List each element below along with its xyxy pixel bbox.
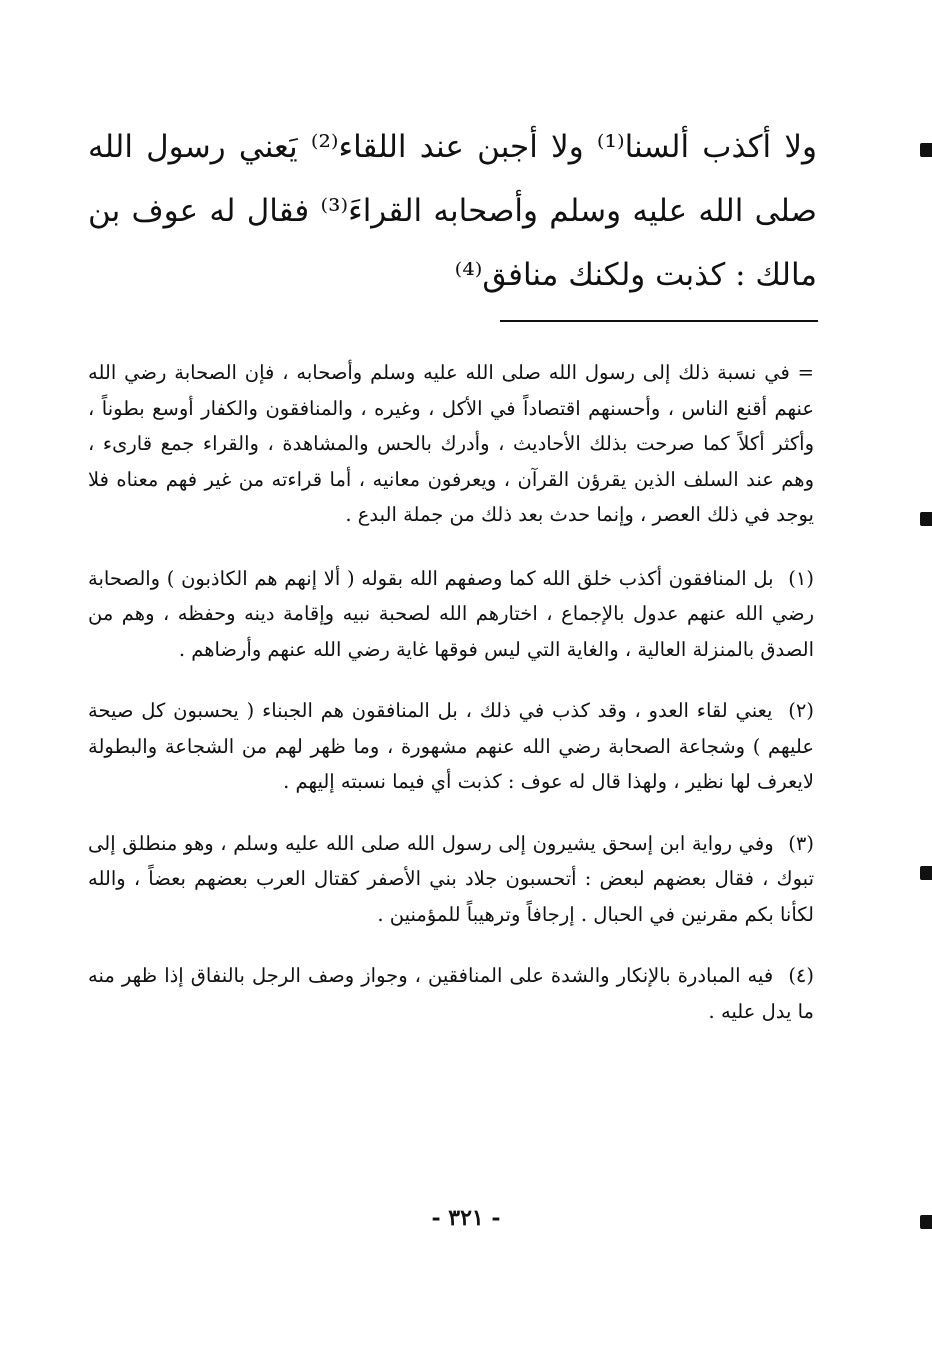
footnote-3 <box>88 826 814 933</box>
footnote-text: يعني لقاء العدو ، وقد كذب في ذلك ، بل المنافقون هم الجبناء ( يحسبون كل صيحة عليهم ) وشجاعة الصحابة رضي الله عنهم مشهورة ، وما ظهر لهم من الشجاعة والبطولة لايعرف لها نظير ، ولهذا قال له عوف : كذبت أي فيما نسبته إليهم . <box>88 699 814 793</box>
footnote-text: بل المنافقون أكذب خلق الله كما وصفهم الله بقوله ( ألا إنهم هم الكاذبون ) والصحابة رضي الله عنهم عدول بالإجماع ، اختارهم الله لصحبة نبيه وإقامة دينه وحفظه ، وهم من الصدق بالمنزلة العالية ، والغاية التي ليس فوقها غاية رضي الله عنهم وأرضاهم . <box>88 566 814 661</box>
main-text-block <box>88 115 817 307</box>
page-number: - ٣٢١ - <box>431 1205 501 1231</box>
footnote-number: (٢) <box>788 699 814 722</box>
footnotes-section <box>88 355 814 1055</box>
footnote-1 <box>88 561 814 668</box>
scan-edge-mark <box>920 512 932 526</box>
footnote-continuation: = في نسبة ذلك إلى رسول الله صلى الله عليه وسلم وأصحابه ، فإن الصحابة رضي الله عنهم أقنع الناس ، وأحسنهم اقتصاداً في الأكل ، وغيره ، والمنافقون والكفار أوسع بطوناً ، وأكثر أكلاً كما صرحت بذلك الأحاديث ، وأدرك بالحس والمشاهدة ، والقراء جمع قارىء ، وهم عند السلف الذين يقرؤن القرآن ، ويعرفون معانيه ، أما قراءته من غير فهم معناه فلا يوجد في ذلك العصر ، وإنما حدث بعد ذلك من جملة البدع . <box>88 361 814 526</box>
main-paragraph: ولا أكذب ألسنا⁽¹⁾ ولا أجبن عند اللقاء⁽²⁾ يَعني رسول الله صلى الله عليه وسلم وأصحابه القراءَ⁽³⁾ فقال له عوف بن مالك : كذبت ولكنك منافق⁽⁴⁾ <box>88 129 818 293</box>
footnote-2 <box>88 693 814 800</box>
footnote-text: فيه المبادرة بالإنكار والشدة على المنافقين ، وجواز وصف الرجل بالنفاق إذا ظهر منه ما يدل عليه . <box>88 964 814 1023</box>
scan-edge-mark <box>920 866 932 880</box>
footnote-number: (٣) <box>788 831 814 855</box>
scan-edge-mark <box>920 1215 932 1229</box>
footnote-number: (٤) <box>788 964 815 987</box>
footnote-text: وفي رواية ابن إسحق يشيرون إلى رسول الله صلى الله عليه وسلم ، وهو منطلق إلى تبوك ، فقال بعضهم لبعض : أتحسبون جلاد بني الأصفر كقتال العرب بعضهم بعضاً ، والله لكأنا بكم مقرنين في الحبال . إرجافاً وترهيباً للمؤمنين . <box>88 831 814 926</box>
footnote-number: (١) <box>788 566 814 590</box>
scan-edge-mark <box>920 143 932 157</box>
footnote-divider <box>500 320 818 322</box>
footnote-4 <box>88 958 814 1029</box>
